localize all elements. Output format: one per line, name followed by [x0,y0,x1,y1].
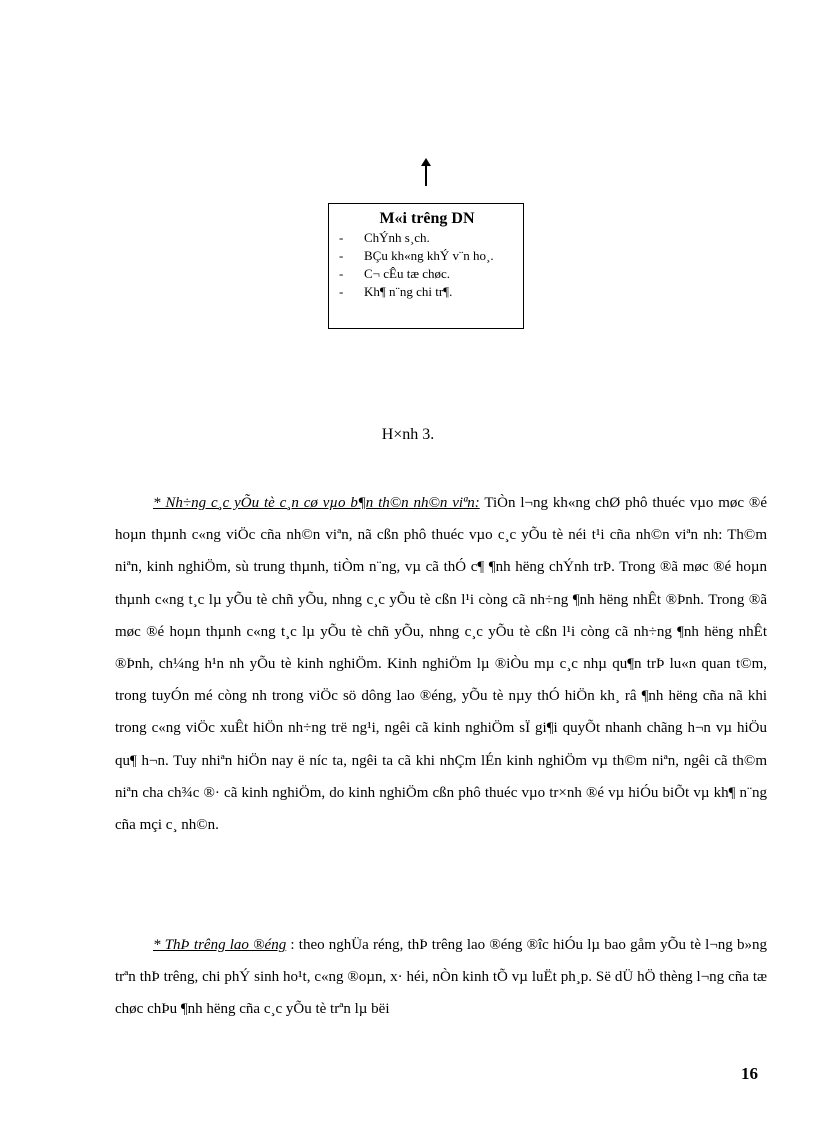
box-list-item [339,230,515,246]
box-item-text: BÇu kh«ng khÝ v¨n ho¸. [364,248,494,263]
up-arrow-icon [425,158,427,186]
box-list [339,230,515,300]
figure-caption: H×nh 3. [381,426,435,443]
box-item-text: Kh¶ n¨ng chi tr¶. [364,284,453,299]
paragraph-labor-market [115,929,767,1026]
paragraph-body: : theo nghÜa réng, thÞ trêng lao ®éng ®îc hiÓu lµ bao gåm yÕu tè l¬ng b»ng trªn thÞ trêng, chi phÝ sinh ho¹t, c«ng ®oµn, x· héi, nÒn kinh tÕ vµ luËt ph¸p. Së dÜ hÖ thèng l¬ng cña tæ chøc chÞu ¶nh hëng cña c¸c yÕu tè trªn lµ bëi [115,937,768,1018]
page-number: 16 [741,1064,758,1083]
paragraph-body: TiÒn l¬ng kh«ng chØ phô thuéc vµo møc ®é hoµn thµnh c«ng viÖc cña nh©n viªn, nã cßn phô thuéc vµo c¸c yÕu tè néi t¹i cña nh©n viªn nh: Th©m niªn, kinh nghiÖm, sù trung thµnh, tiÒm n¨ng, vµ cã thÓ c¶ ¶nh hëng chÝnh trÞ. Trong ®ã møc ®é hoµn thµnh c«ng t¸c lµ yÕu tè chñ yÕu, nhng c¸c yÕu tè cßn l¹i còng cã nh÷ng ¶nh hëng nhÊt ®Þnh. Trong ®ã møc ®é hoµn thµnh c«ng t¸c lµ yÕu tè chñ yÕu, nhng c¸c yÕu tè cßn l¹i còng cã nh÷ng ¶nh hëng nhÊt ®Þnh, ch¼ng h¹n nh yÕu tè kinh nghiÖm. Kinh nghiÖm lµ ®iÒu mµ c¸c nhµ qu¶n trÞ lu«n quan t©m, trong tuyÓn mé còng nh trong viÖc sö dông lao ®éng, yÕu tè nµy thÓ hiÖn kh¸ râ ¶nh hëng cña nã khi trong c«ng viÖc xuÊt hiÖn nh÷ng trë ng¹i, ngêi cã kinh nghiÖm sÏ gi¶i quyÕt nhanh chãng h¬n vµ hiÖu qu¶ h¬n. Tuy nhiªn hiÖn nay ë níc ta, ngêi ta cã khi nhÇm lÉn kinh nghiÖm vµ th©m niªn, ngêi cã th©m niªn cha ch¾c ®· cã kinh nghiÖm, do kinh nghiÖm cßn phô thuéc vµo tr×nh ®é vµ hiÓu biÕt vµ kh¶ n¨ng cña mçi c¸ nh©n. [115,495,767,834]
paragraph-heading: * Nh÷ng c¸c yÕu tè c¸n cø vµo b¶n th©n nh©n viªn: [153,495,480,511]
box-title: M«i trêng DN [379,210,475,227]
dash-bullet: - [339,248,344,263]
paragraph-heading: * ThÞ trêng lao ®éng [153,937,287,953]
environment-box [328,203,524,329]
box-list-item [339,248,515,264]
dash-bullet: - [339,266,344,281]
paragraph-employee-factors [115,487,767,841]
box-item-text: C¬ cÊu tæ chøc. [364,266,451,281]
dash-bullet: - [339,284,344,299]
box-item-text: ChÝnh s¸ch. [364,230,430,245]
box-list-item [339,284,515,300]
box-list-item [339,266,515,282]
dash-bullet: - [339,230,344,245]
